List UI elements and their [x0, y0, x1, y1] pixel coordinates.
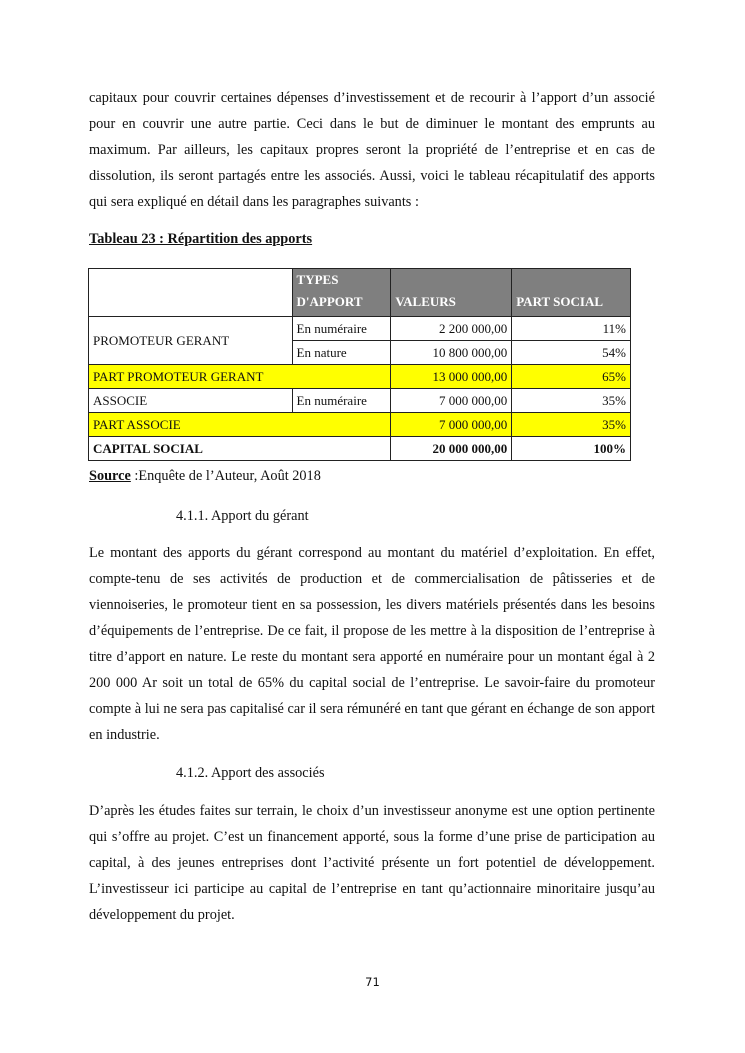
part-cell: 54%: [512, 341, 631, 365]
valeur-cell: 7 000 000,00: [391, 389, 512, 413]
part-cell: 65%: [512, 365, 631, 389]
associe-cell: ASSOCIE: [89, 389, 293, 413]
gerant-paragraph: Le montant des apports du gérant correspond au montant du matériel d’exploitation. En effet, compte-tenu de ses activités de production et de commercialisation de pâtisseries et de viennoiseries, le promoteur tient en sa possession, les divers matériels présentés dans les besoins d’équipements de l’entreprise. De ce fait, il propose de les mettre à la disposition de l’entreprise à titre d’apport en nature. Le reste du montant sera apporté en numéraire pour un montant égal à 2 200 000 Ar soit un total de 65% du capital social de l’entreprise. Le savoir-faire du promoteur compte à lui ne sera pas capitalisé car il sera rémunéré en tant que gérant en échange de son apport en industrie.: [89, 545, 655, 743]
header-part-social: PART SOCIAL: [512, 269, 631, 317]
source-label: Source: [89, 468, 131, 484]
part-promoteur-label: PART PROMOTEUR GERANT: [89, 365, 391, 389]
section-heading-4-1-1: 4.1.1. Apport du gérant: [176, 508, 309, 524]
valeur-cell: 13 000 000,00: [391, 365, 512, 389]
table-row: [89, 317, 631, 341]
associes-paragraph: D’après les études faites sur terrain, le choix d’un investisseur anonyme est une option pertinente qui s’offre au projet. C’est un financement apporté, sous la forme d’une prise de participation au capital, à des jeunes entreprises dont l’activité présente un fort potentiel de développement. L’investisseur ici participe au capital de l’entreprise en tant qu’actionnaire minoritaire jusqu’au développement du projet.: [89, 803, 655, 923]
part-associe-label: PART ASSOCIE: [89, 413, 391, 437]
part-cell: 35%: [512, 389, 631, 413]
source-text: :Enquête de l’Auteur, Août 2018: [130, 468, 321, 484]
section-heading-4-1-2: 4.1.2. Apport des associés: [176, 765, 325, 781]
valeur-cell: 7 000 000,00: [391, 413, 512, 437]
valeur-cell: 10 800 000,00: [391, 341, 512, 365]
table-caption: Tableau 23 : Répartition des apports: [89, 231, 313, 247]
type-cell: En numéraire: [292, 389, 391, 413]
table-row: [89, 389, 631, 413]
part-associe-row: [89, 413, 631, 437]
header-empty-cell: [89, 269, 293, 317]
intro-paragraph: capitaux pour couvrir certaines dépenses d’investissement et de recourir à l’apport d’un associé pour en couvrir une autre partie. Ceci dans le but de diminuer le montant des emprunts au maximum. Par ailleurs, les capitaux propres seront la propriété de l’entreprise et en cas de dissolution, ils seront partagés entre les associés. Aussi, voici le tableau récapitulatif des apports qui sera expliqué en détail dans les paragraphes suivants :: [89, 90, 655, 210]
header-valeurs: VALEURS: [391, 269, 512, 317]
apports-table: [88, 268, 631, 461]
page-number: 71: [365, 975, 380, 989]
valeur-cell: 20 000 000,00: [391, 437, 512, 461]
table-source: [89, 466, 321, 486]
promoteur-gerant-cell: PROMOTEUR GERANT: [89, 317, 293, 365]
header-types-dapport: TYPES D'APPORT: [292, 269, 391, 317]
type-cell: En numéraire: [292, 317, 391, 341]
part-cell: 11%: [512, 317, 631, 341]
valeur-cell: 2 200 000,00: [391, 317, 512, 341]
part-promoteur-row: [89, 365, 631, 389]
table-header-row: [89, 269, 631, 317]
capital-social-row: [89, 437, 631, 461]
type-cell: En nature: [292, 341, 391, 365]
part-cell: 35%: [512, 413, 631, 437]
capital-social-label: CAPITAL SOCIAL: [89, 437, 391, 461]
part-cell: 100%: [512, 437, 631, 461]
